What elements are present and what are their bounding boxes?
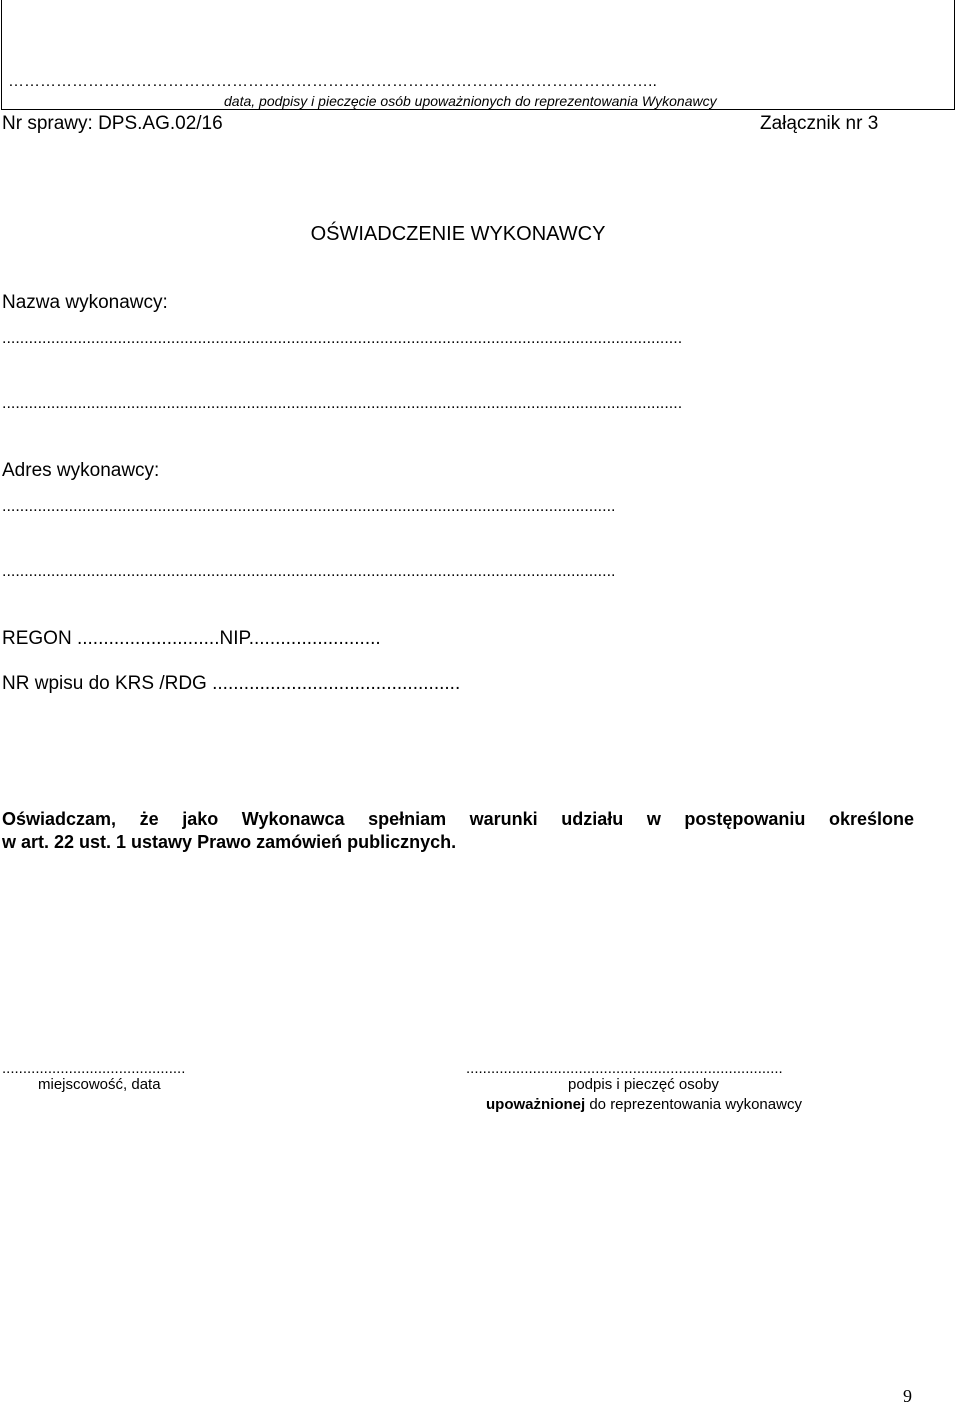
signature-dots: ………………………………………………………………………………………………………….. bbox=[8, 73, 657, 90]
case-number: Nr sprawy: DPS.AG.02/16 bbox=[2, 113, 223, 134]
krs-field[interactable]: NR wpisu do KRS /RDG ............................................... bbox=[2, 673, 461, 694]
regon-nip-field[interactable]: REGON ...........................NIP......................... bbox=[2, 628, 381, 649]
annex-label: Załącznik nr 3 bbox=[760, 113, 879, 134]
signature-stamp-caption-2 bbox=[486, 1096, 802, 1113]
contractor-name-label: Nazwa wykonawcy: bbox=[2, 292, 168, 313]
declaration-word: określone bbox=[828, 809, 914, 829]
signature-stamp-caption-1: podpis i pieczęć osoby bbox=[568, 1076, 719, 1093]
declaration-word: w bbox=[646, 809, 661, 829]
declaration-word: że bbox=[139, 809, 159, 829]
page-number: 9 bbox=[903, 1386, 912, 1406]
declaration-word: jako bbox=[182, 809, 219, 829]
contractor-address-line-1[interactable]: .......................................................................................................................................... bbox=[2, 498, 616, 515]
contractor-address-label: Adres wykonawcy: bbox=[2, 460, 160, 481]
declaration-word: spełniam bbox=[368, 809, 447, 829]
authorized-bold: upoważnionej bbox=[486, 1096, 586, 1113]
contractor-name-line-2[interactable]: ......................................................................................................................................................... bbox=[2, 395, 683, 412]
contractor-name-line-1[interactable]: ......................................................................................................................................................... bbox=[2, 330, 683, 347]
declaration-word: postępowaniu bbox=[684, 809, 806, 829]
declaration-word: warunki bbox=[469, 809, 538, 829]
declaration-word: udziału bbox=[561, 809, 624, 829]
signature-stamp-dots[interactable]: ............................................................................ bbox=[466, 1060, 783, 1077]
contractor-address-line-2[interactable]: .......................................................................................................................................... bbox=[2, 563, 616, 580]
declaration-line-2: w art. 22 ust. 1 ustawy Prawo zamówień publicznych. bbox=[2, 832, 457, 852]
declaration-word: Oświadczam, bbox=[2, 809, 117, 829]
declaration-line-1 bbox=[2, 808, 914, 831]
document-title: OŚWIADCZENIE WYKONAWCY bbox=[310, 223, 606, 245]
place-date-dots[interactable]: ............................................ bbox=[2, 1060, 186, 1077]
representation-text: do reprezentowania wykonawcy bbox=[585, 1096, 802, 1113]
declaration-statement bbox=[2, 808, 914, 854]
signature-caption: data, podpisy i pieczęcie osób upoważnionych do reprezentowania Wykonawcy bbox=[224, 93, 717, 109]
place-date-caption: miejscowość, data bbox=[38, 1076, 161, 1093]
declaration-word: Wykonawca bbox=[241, 809, 345, 829]
